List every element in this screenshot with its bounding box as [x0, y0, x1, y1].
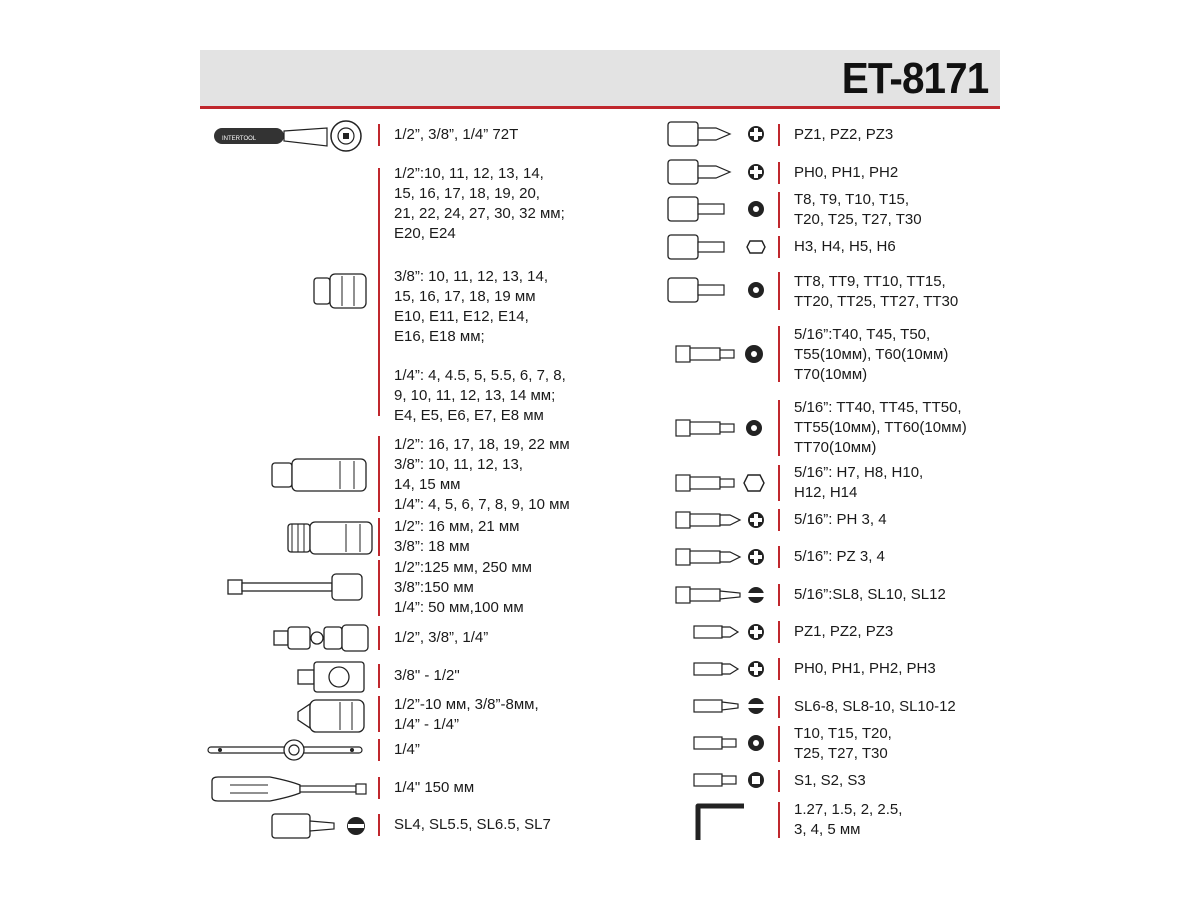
slotted-bit-short-icon: [692, 694, 770, 723]
left-divider-8: [378, 739, 380, 761]
left-item-0: 1/2”, 3/8”, 1/4” 72T: [394, 126, 519, 143]
ph-bit-socket-icon: [666, 158, 770, 191]
hex-key-icon: [694, 802, 754, 847]
right-item-0: PZ1, PZ2, PZ3: [794, 126, 894, 143]
right-divider-7: [778, 465, 780, 501]
spark-plug-socket-icon: [286, 520, 376, 561]
right-item-12: PH0, PH1, PH2, PH3: [794, 660, 936, 677]
right-divider-3: [778, 236, 780, 258]
right-divider-0: [778, 124, 780, 146]
right-divider-2: [778, 192, 780, 228]
sliding-t-bar-icon: [206, 738, 366, 767]
left-item-8: 1/4”: [394, 741, 420, 758]
left-divider-3: [378, 518, 380, 556]
tamper-torx-bit-socket-icon: [666, 276, 770, 309]
square-bit-short-icon: [692, 768, 770, 797]
left-divider-9: [378, 777, 380, 799]
deep-socket-icon: [270, 455, 370, 500]
right-divider-10: [778, 584, 780, 606]
right-divider-9: [778, 546, 780, 568]
left-divider-2: [378, 436, 380, 512]
ph-bit-short-icon: [692, 657, 770, 686]
pz-bit-short-icon: [692, 620, 770, 649]
right-divider-1: [778, 162, 780, 184]
universal-joint-icon: [272, 623, 372, 658]
left-item-4: 1/2”:125 мм, 250 мм 3/8”:150 мм 1/4”: 50 мм,100 мм: [394, 559, 532, 616]
tamper-torx-bit-long-icon: [674, 416, 770, 445]
left-item-5: 1/2”, 3/8”, 1/4”: [394, 629, 489, 646]
left-item-9: 1/4" 150 мм: [394, 779, 475, 796]
ph-bit-long-icon: [674, 508, 770, 537]
right-item-3: H3, H4, H5, H6: [794, 238, 896, 255]
left-item-6: 3/8" - 1/2": [394, 667, 460, 684]
adapter-icon: [296, 660, 370, 699]
right-item-7: 5/16”: H7, H8, H10, H12, H14: [794, 464, 924, 501]
right-item-14: T10, T15, T20, T25, T27, T30: [794, 725, 892, 762]
extension-bar-icon: [226, 570, 366, 611]
pz-bit-socket-icon: [666, 120, 770, 153]
right-item-9: 5/16”: PZ 3, 4: [794, 548, 885, 565]
right-item-5: 5/16”:T40, T45, T50, T55(10мм), T60(10мм) T70(10мм): [794, 326, 949, 383]
right-divider-15: [778, 770, 780, 792]
slotted-bit-long-icon: [674, 583, 770, 612]
right-divider-12: [778, 658, 780, 680]
left-item-2: 1/2”: 16, 17, 18, 19, 22 мм 3/8”: 10, 11, 12, 13, 14, 15 мм 1/4”: 4, 5, 6, 7, 8, 9, 10 мм: [394, 436, 570, 513]
right-divider-11: [778, 621, 780, 643]
right-divider-6: [778, 400, 780, 456]
right-item-1: PH0, PH1, PH2: [794, 164, 899, 181]
right-item-4: TT8, TT9, TT10, TT15, TT20, TT25, TT27, TT30: [794, 273, 959, 310]
left-divider-0: [378, 124, 380, 146]
bit-adapter-icon: [296, 698, 370, 739]
ratchet-icon: [212, 120, 372, 159]
right-item-15: S1, S2, S3: [794, 772, 866, 789]
model-number: ET-8171: [841, 54, 988, 103]
right-item-8: 5/16”: PH 3, 4: [794, 511, 887, 528]
right-divider-4: [778, 272, 780, 310]
right-divider-5: [778, 326, 780, 382]
right-item-16: 1.27, 1.5, 2, 2.5, 3, 4, 5 мм: [794, 801, 903, 838]
right-divider-13: [778, 696, 780, 718]
torx-bit-short-icon: [692, 731, 770, 760]
svg-text:INTERTOOL: INTERTOOL: [222, 136, 257, 142]
hex-bit-socket-icon: [666, 233, 770, 266]
left-divider-6: [378, 664, 380, 688]
right-item-2: T8, T9, T10, T15, T20, T25, T27, T30: [794, 191, 922, 228]
spinner-handle-icon: [210, 775, 370, 808]
right-item-13: SL6-8, SL8-10, SL10-12: [794, 698, 956, 715]
header-band: [200, 50, 1000, 109]
torx-bit-long-icon: [674, 342, 770, 371]
right-item-6: 5/16”: TT40, TT45, TT50, TT55(10мм), TT60(10мм) TT70(10мм): [794, 399, 967, 456]
left-item-3: 1/2”: 16 мм, 21 мм 3/8”: 18 мм: [394, 518, 520, 555]
right-divider-8: [778, 509, 780, 531]
left-item-1: 1/2”:10, 11, 12, 13, 14, 15, 16, 17, 18, 19, 20, 21, 22, 24, 27, 30, 32 мм; E20, E24 3/8”: 10, 11, 12, 13, 14, 15, 16, 17, 18, 19 мм E10, E11, E12, E14, E16, E18 мм; 1/4”: 4, 4.5, 5, 5.5, 6, 7, 8, 9, 10, 11, 12, 13, 14 мм; E4, E5, E6, E7, E8 мм: [394, 165, 566, 424]
bit-socket-slotted-icon: [270, 812, 370, 845]
left-divider-4: [378, 560, 380, 616]
right-item-10: 5/16”:SL8, SL10, SL12: [794, 586, 946, 603]
socket-icon: [312, 272, 372, 317]
left-item-7: 1/2”-10 мм, 3/8”-8мм, 1/4” - 1/4”: [394, 696, 539, 733]
torx-bit-socket-icon: [666, 195, 770, 228]
right-item-11: PZ1, PZ2, PZ3: [794, 623, 894, 640]
left-item-10: SL4, SL5.5, SL6.5, SL7: [394, 816, 551, 833]
right-divider-14: [778, 726, 780, 762]
hex-bit-long-icon: [674, 471, 770, 500]
right-divider-16: [778, 802, 780, 838]
left-divider-7: [378, 696, 380, 732]
pz-bit-long-icon: [674, 545, 770, 574]
left-divider-1: [378, 168, 380, 416]
left-divider-10: [378, 814, 380, 836]
left-divider-5: [378, 626, 380, 650]
